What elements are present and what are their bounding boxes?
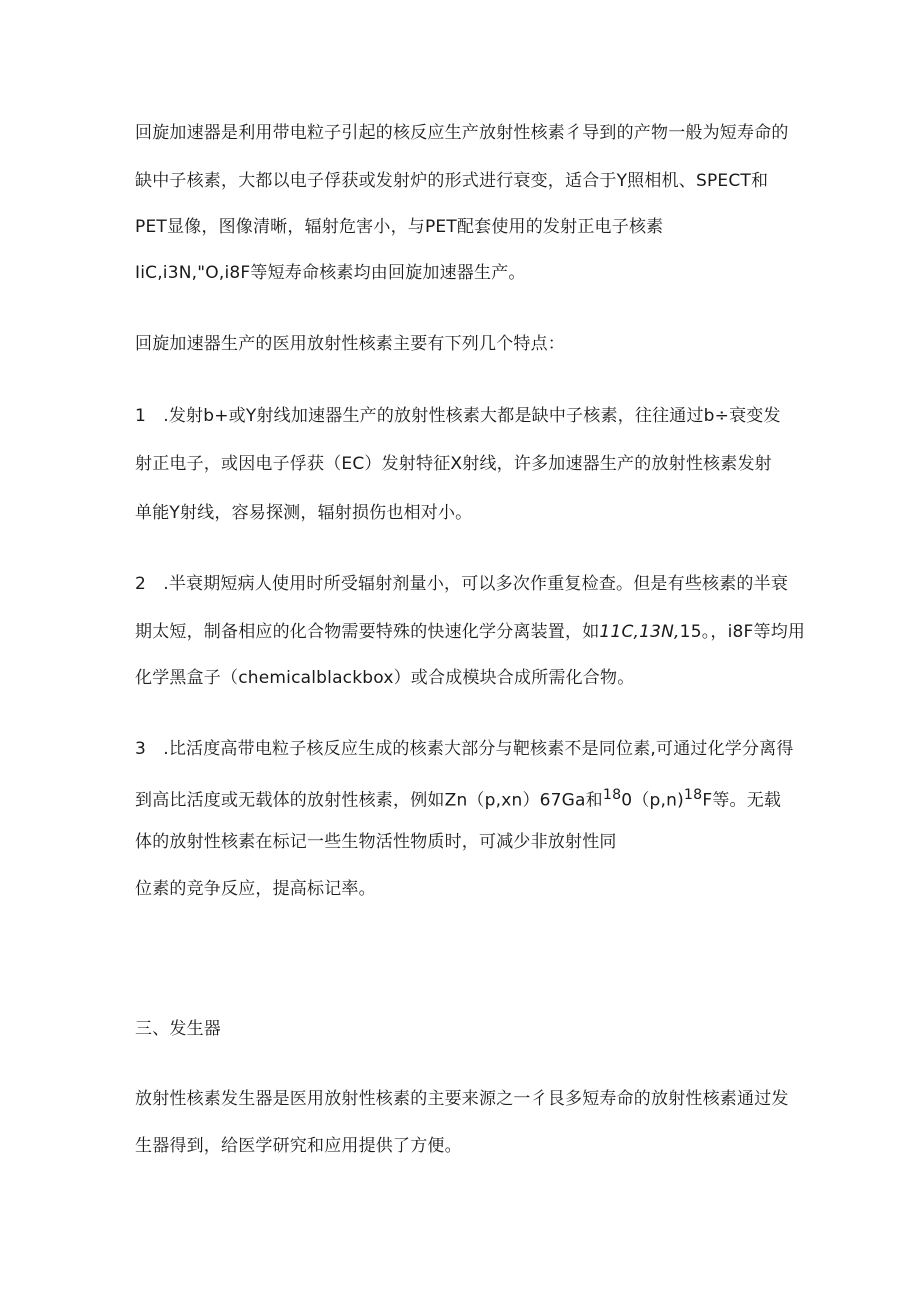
list-item-2-line: 2 .半衰期短病人使用时所受辐射剂量小，可以多次作重复检查。但是有些核素的半衰 <box>135 574 789 594</box>
paragraph-line: 放射性核素发生器是医用放射性核素的主要来源之一彳艮多短寿命的放射性核素通过发 <box>135 1089 789 1109</box>
paragraph-line: 生器得到，给医学研究和应用提供了方便。 <box>135 1136 462 1156</box>
list-item-1-line: 1 .发射b+或Y射线加速器生产的放射性核素大都是缺中子核素，往往通过b÷衰变发 <box>135 406 781 426</box>
list-item-1-line: 射正电子，或因电子俘获（EC）发射特征X射线，许多加速器生产的放射性核素发射 <box>135 454 772 474</box>
list-item-1-line: 单能Y射线，容易探测，辐射损伤也相对小。 <box>135 503 473 523</box>
list-item-3-line: 体的放射性核素在标记一些生物活性物质时，可减少非放射性同 <box>135 832 617 852</box>
nuclide-formula: 11C,13N, <box>599 622 680 642</box>
paragraph-line: PET显像，图像清晰，辐射危害小，与PET配套使用的发射正电子核素 <box>135 217 664 237</box>
list-item-3-line: 位素的竞争反应，提高标记率。 <box>135 879 376 899</box>
superscript: 18 <box>683 787 703 803</box>
list-item-2-line: 期太短，制备相应的化合物需要特殊的快速化学分离装置，如11C,13N,15。，i8F等均用 <box>135 622 806 642</box>
list-item-3-line: 3 .比活度高带电粒子核反应生成的核素大部分与靶核素不是同位素,可通过化学分离得 <box>135 739 794 759</box>
paragraph-line: 缺中子核素，大都以电子俘获或发射炉的形式进行衰变，适合于Y照相机、SPECT和 <box>135 171 769 191</box>
paragraph-line: 回旋加速器是利用带电粒子引起的核反应生产放射性核素彳导到的产物一般为短寿命的 <box>135 123 789 143</box>
section-intro: 回旋加速器生产的医用放射性核素主要有下列几个特点： <box>135 334 565 354</box>
superscript: 18 <box>602 787 622 803</box>
list-item-3-line: 到高比活度或无载体的放射性核素，例如Zn（p,xn）67Ga和$^{18}$0（p,n)$^{18}$F等。无载 <box>135 787 782 811</box>
section-heading: 三、发生器 <box>135 1019 221 1039</box>
paragraph-line: IiC,i3N,"O,i8F等短寿命核素均由回旋加速器生产。 <box>135 263 526 283</box>
list-item-2-line: 化学黑盒子（chemicalblackbox）或合成模块合成所需化合物。 <box>135 668 635 688</box>
